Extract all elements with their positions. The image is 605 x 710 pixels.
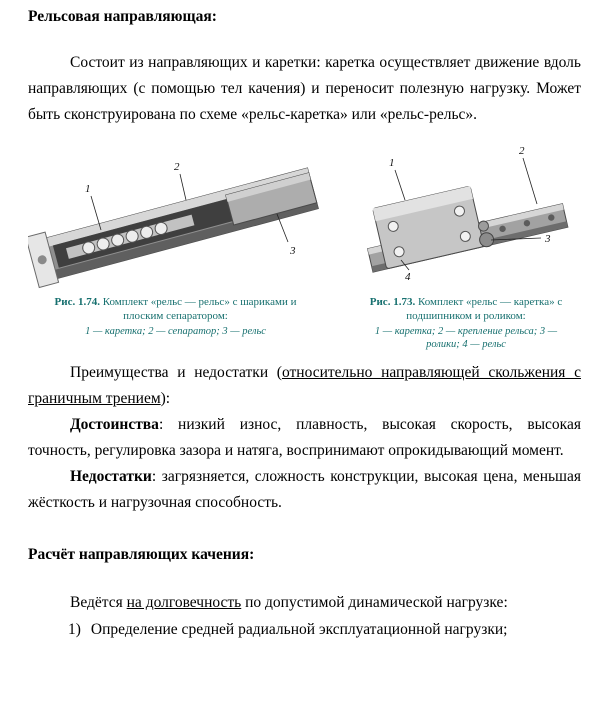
figure-annotation: 4 [405, 271, 411, 283]
figure-legend: 1 — каретка; 2 — сепаратор; 3 — рельс [85, 325, 266, 337]
figure-caption-text: Комплект «рельс — рельс» с шариками и плоским сепаратором: [102, 296, 297, 323]
figure-rail-rail-image [28, 138, 323, 290]
underlined-text: относительно направляющей скольжения с граничным трением [28, 363, 581, 407]
paragraph-intro: Состоит из направляющих и каретки: каретка осуществляет движение вдоль направляющих (с помощью тел качения) и переносит полезную нагрузку. Может быть сконструирована по схеме «рельс-каретка» или «рельс-рельс». [28, 54, 581, 123]
section-title-calculation: Расчёт направляющих качения: [28, 545, 255, 563]
figure-caption [364, 295, 569, 324]
figure-caption [50, 295, 302, 324]
paragraph-calculation [28, 590, 581, 616]
paragraph-pros [28, 412, 581, 464]
figure-annotation: 1 [85, 183, 91, 195]
numbered-list-item-1 [28, 616, 581, 643]
leader-line [395, 170, 405, 200]
figure-annotation: 1 [389, 157, 395, 169]
paragraph-advantages-intro [28, 360, 581, 412]
figure-rail-carriage [351, 138, 581, 352]
term-cons: Недостатки [70, 467, 152, 485]
figure-rail-rail [28, 138, 323, 338]
figure-annotation: 2 [174, 161, 180, 173]
section-title: Рельсовая направляющая: [28, 8, 217, 25]
figure-annotation: 2 [519, 145, 525, 157]
text-run: : низкий износ, плавность, высокая скорость, высокая точность, регулировка зазора и натяга, воспринимают опрокидывающий момент. [28, 415, 581, 459]
figure-rail-carriage-image [351, 138, 581, 290]
underlined-text: на долговечность [126, 593, 242, 611]
leader-line [523, 158, 537, 204]
text-run: по допустимой динамической нагрузке: [241, 593, 508, 611]
text-run: ): [160, 389, 171, 407]
list-marker: 1) [68, 620, 81, 638]
figure-annotation: 3 [290, 245, 296, 257]
figure-annotation: 3 [545, 233, 551, 245]
text-run: : загрязняется, сложность конструкции, высокая цена, меньшая жёсткость и нагрузочная способность. [28, 467, 581, 511]
text-run: Ведётся [70, 593, 127, 611]
paragraph-cons [28, 464, 581, 516]
term-pros: Достоинства [70, 415, 159, 433]
figure-label: Рис. 1.73. [369, 296, 416, 308]
figure-legend: 1 — каретка; 2 — крепление рельса; 3 — ролики; 4 — рельс [374, 325, 558, 351]
figure-label: Рис. 1.74. [54, 296, 100, 308]
leader-line [180, 174, 186, 200]
figure-caption-text: Комплект «рельс — каретка» с подшипником и роликом: [406, 296, 563, 323]
text-run: Преимущества и недостатки ( [70, 363, 282, 381]
list-item-text: Определение средней радиальной эксплуатационной нагрузки; [90, 620, 508, 638]
figures-row [28, 138, 581, 352]
